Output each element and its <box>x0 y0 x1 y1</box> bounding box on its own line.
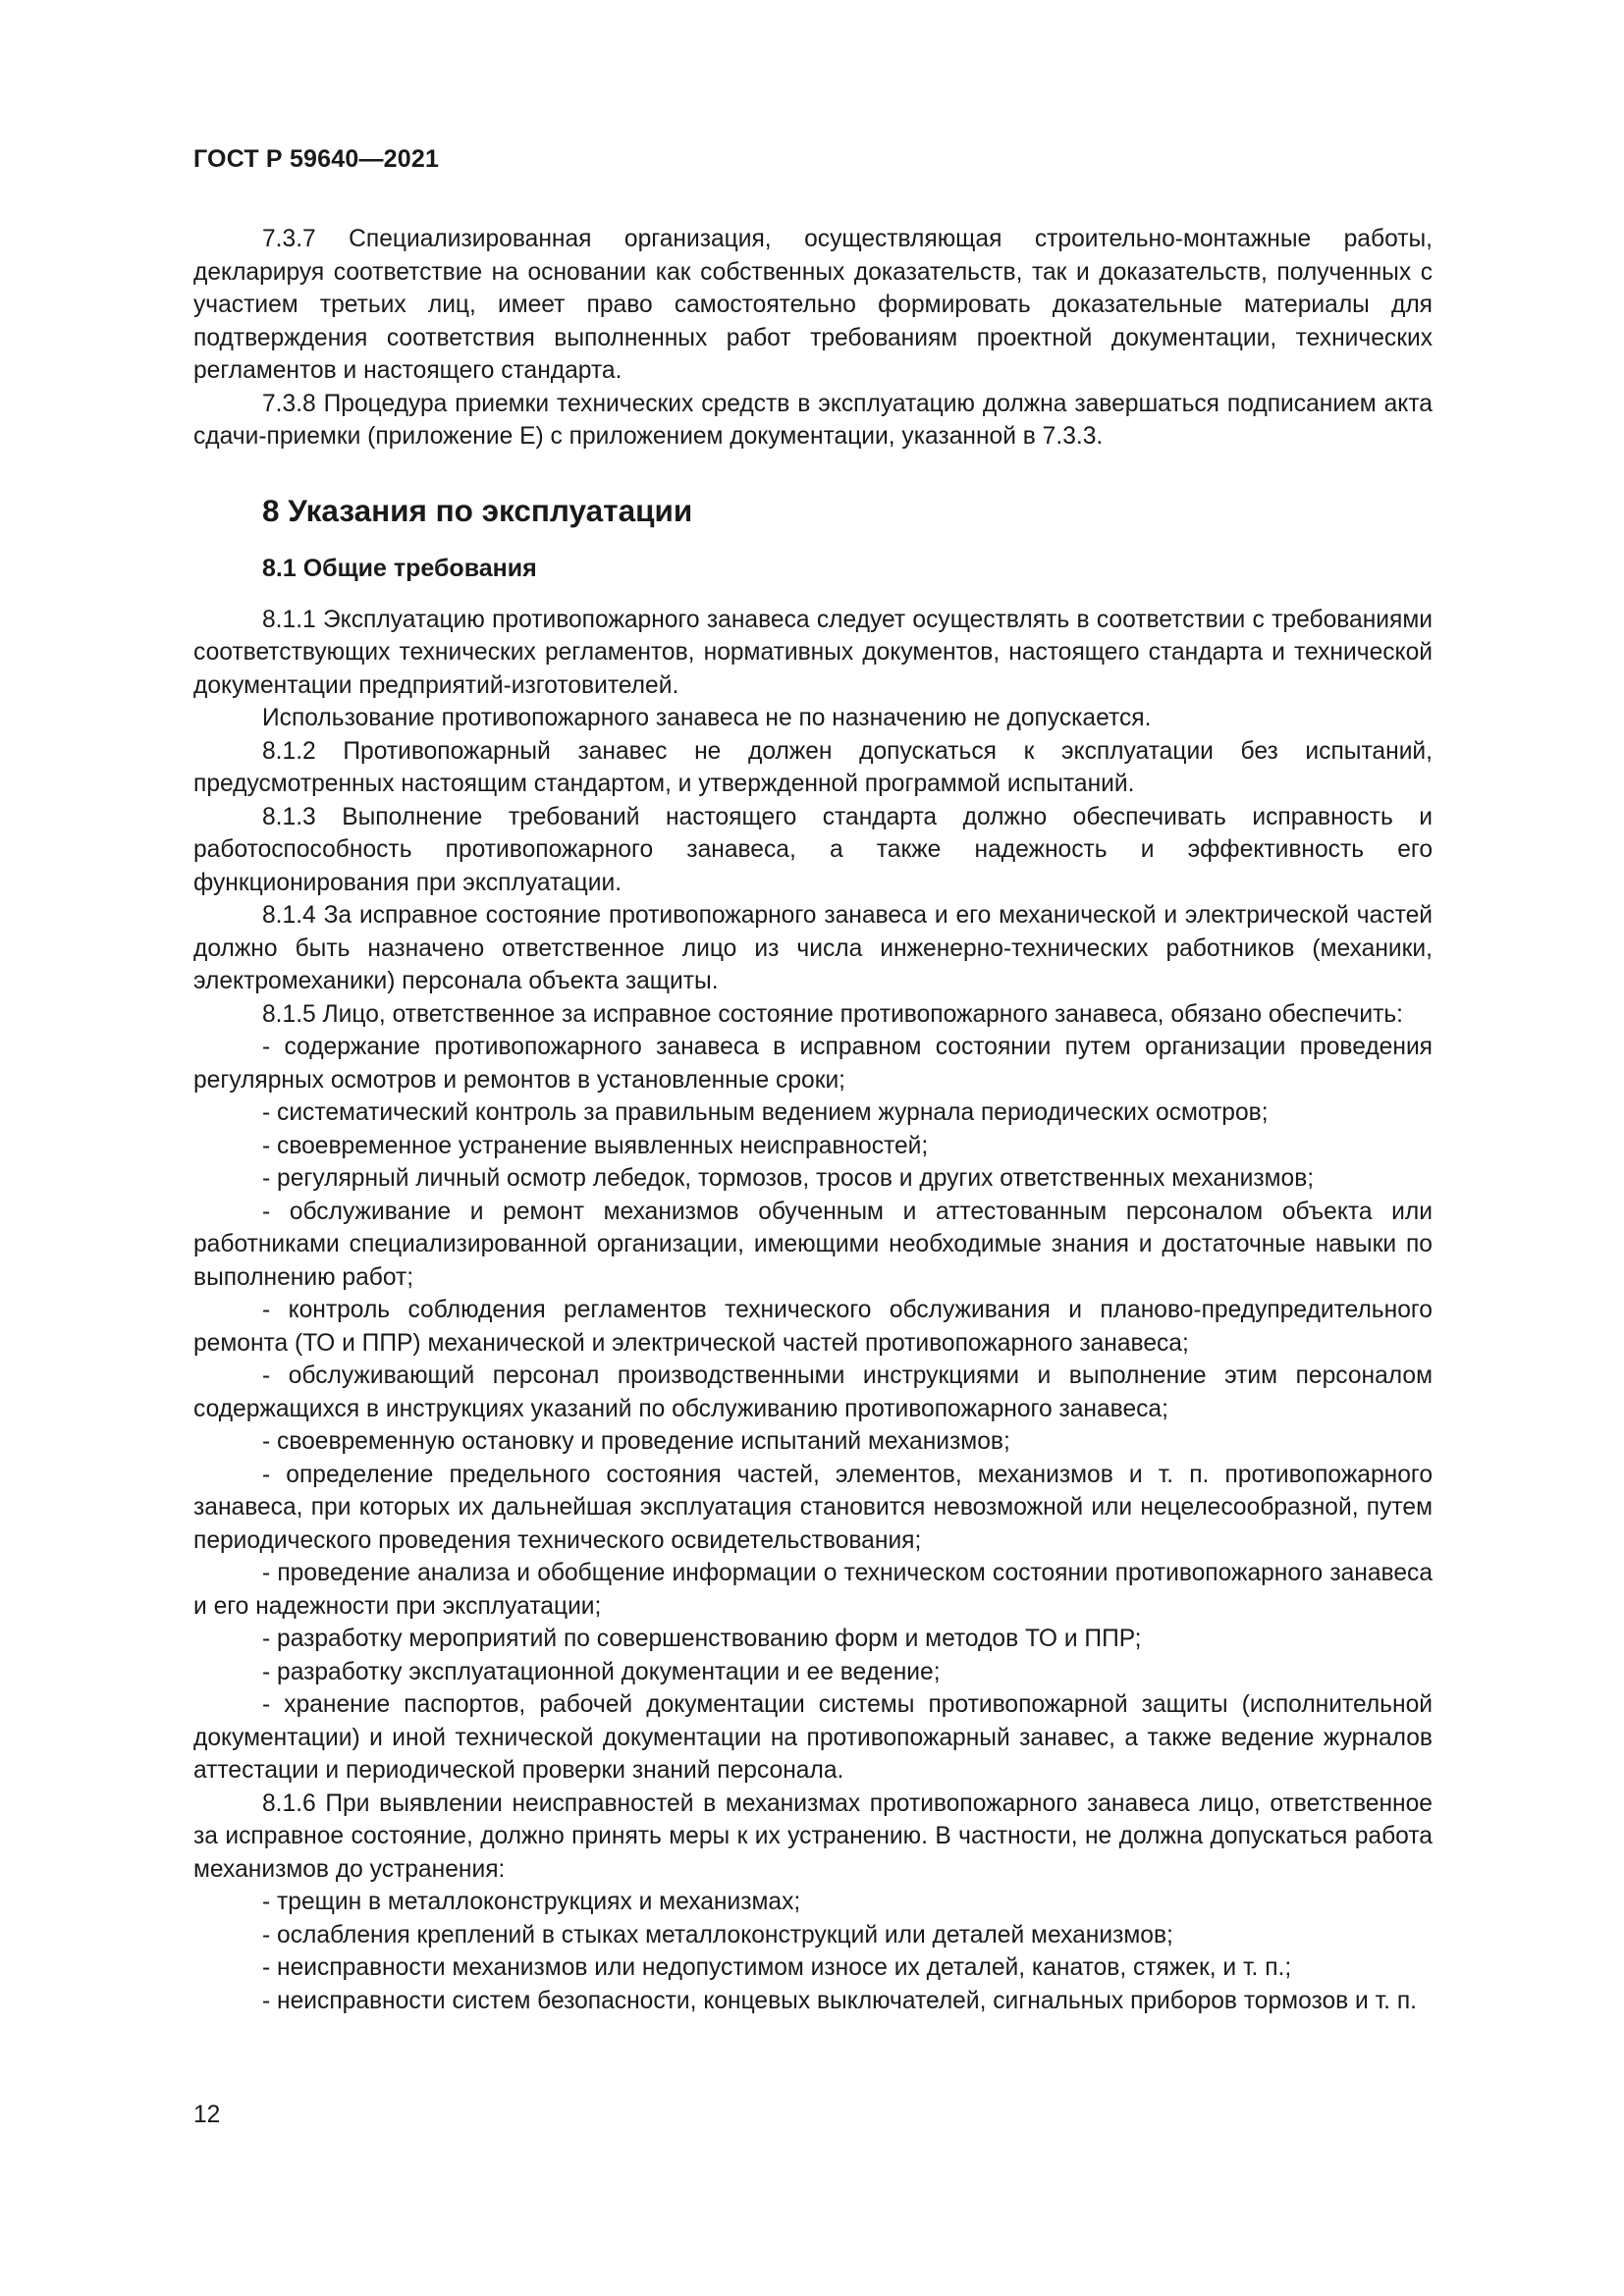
paragraph-7-3-7: 7.3.7 Специализированная организация, осуществляющая строительно-монтажные работы, декларируя соответствие на основании как собственных доказательств, так и доказательств, полученных с участием третьих лиц, имеет право самостоятельно формировать доказательные материалы для подтверждения соответствия выполненных работ требованиям проектной документации, технических регламентов и настоящего стандарта. <box>193 226 1433 384</box>
list-item: - проведение анализа и обобщение информации о техническом состоянии противопожарного занавеса и его надежности при эксплуатации; <box>193 1560 1433 1620</box>
paragraph-8-1-6: 8.1.6 При выявлении неисправностей в механизмах противопожарного занавеса лицо, ответственное за исправное состояние, должно принять меры к их устранению. В частности, не должна допускаться работа механизмов до устранения: <box>193 1789 1433 1883</box>
list-item: - своевременное устранение выявленных неисправностей; <box>262 1132 929 1159</box>
list-item: - обслуживающий персонал производственными инструкциями и выполнение этим персоналом содержащихся в инструкциях указаний по обслуживанию противопожарного занавеса; <box>193 1362 1433 1422</box>
list-item: - своевременную остановку и проведение испытаний механизмов; <box>262 1428 1010 1455</box>
list-item: - неисправности систем безопасности, концевых выключателей, сигнальных приборов тормозов и т. п. <box>262 1987 1417 2014</box>
paragraph-8-1-3: 8.1.3 Выполнение требований настоящего стандарта должно обеспечивать исправность и работоспособность противопожарного занавеса, а также надежность и эффективность его функционирования при эксплуатации. <box>193 803 1433 896</box>
section-title: 8 Указания по эксплуатации <box>262 492 693 528</box>
page-content <box>193 223 1433 2017</box>
subsection-title: 8.1 Общие требования <box>262 554 537 582</box>
list-item: - систематический контроль за правильным ведением журнала периодических осмотров; <box>262 1099 1269 1126</box>
paragraph-8-1-1: 8.1.1 Эксплуатацию противопожарного занавеса следует осуществлять в соответствии с требованиями соответствующих технических регламентов, нормативных документов, настоящего стандарта и технической документации предприятий-изготовителей. <box>193 606 1433 699</box>
document-code-header: ГОСТ Р 59640—2021 <box>193 145 440 173</box>
list-item: - определение предельного состояния частей, элементов, механизмов и т. п. противопожарного занавеса, при которых их дальнейшая эксплуатация становится невозможной или нецелесообразной, путем периодического проведения технического освидетельствования; <box>193 1461 1433 1554</box>
list-item: - содержание противопожарного занавеса в исправном состоянии путем организации проведения регулярных осмотров и ремонтов в установленные сроки; <box>193 1034 1433 1094</box>
list-item: - разработку эксплуатационной документации и ее ведение; <box>262 1658 941 1685</box>
paragraph-misuse-note: Использование противопожарного занавеса не по назначению не допускается. <box>262 705 1152 731</box>
list-item: - трещин в металлоконструкциях и механизмах; <box>262 1889 801 1915</box>
paragraph-7-3-8: 7.3.8 Процедура приемки технических средств в эксплуатацию должна завершаться подписанием акта сдачи-приемки (приложение Е) с приложением документации, указанной в 7.3.3. <box>193 390 1433 450</box>
paragraph-8-1-2: 8.1.2 Противопожарный занавес не должен допускаться к эксплуатации без испытаний, предусмотренных настоящим стандартом, и утвержденной программой испытаний. <box>193 737 1433 797</box>
list-item: - ослабления креплений в стыках металлоконструкций или деталей механизмов; <box>262 1921 1173 1949</box>
paragraph-8-1-5: 8.1.5 Лицо, ответственное за исправное состояние противопожарного занавеса, обязано обеспечить: <box>262 1000 1404 1028</box>
list-item: - обслуживание и ремонт механизмов обученным и аттестованным персоналом объекта или работниками специализированной организации, имеющими необходимые знания и достаточные навыки по выполнению работ; <box>193 1198 1433 1291</box>
list-item: - неисправности механизмов или недопустимом износе их деталей, канатов, стяжек, и т. п.; <box>262 1954 1292 1981</box>
paragraph-8-1-4: 8.1.4 За исправное состояние противопожарного занавеса и его механической и электрической частей должно быть назначено ответственное лицо из числа инженерно-технических работников (механики, электромеханики) персонала объекта защиты. <box>193 902 1433 994</box>
list-item: - регулярный личный осмотр лебедок, тормозов, тросов и других ответственных механизмов; <box>262 1165 1315 1192</box>
list-item: - контроль соблюдения регламентов технического обслуживания и планово-предупредительного ремонта (ТО и ППР) механической и электрической частей противопожарного занавеса; <box>193 1297 1433 1357</box>
list-item: - хранение паспортов, рабочей документации системы противопожарной защиты (исполнительной документации) и иной технической документации на противопожарный занавес, а также ведение журналов аттестации и периодической проверки знаний персонала. <box>193 1691 1433 1784</box>
page-number: 12 <box>193 2102 221 2128</box>
list-item: - разработку мероприятий по совершенствованию форм и методов ТО и ППР; <box>262 1626 1142 1652</box>
